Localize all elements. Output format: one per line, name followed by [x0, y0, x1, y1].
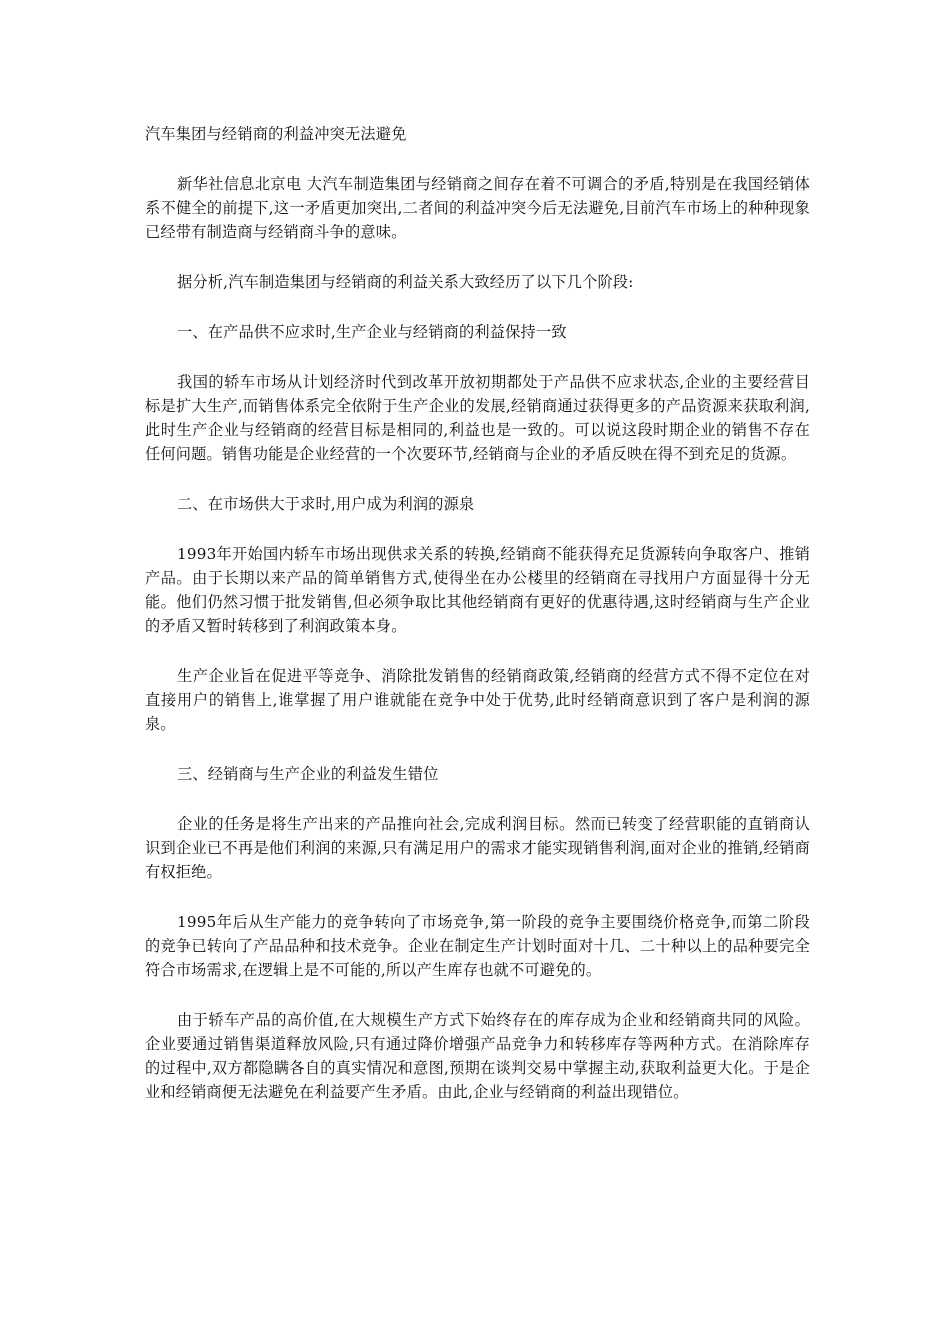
paragraph-intro: 新华社信息北京电 大汽车制造集团与经销商之间存在着不可调合的矛盾,特别是在我国经销体系不健全的前提下,这一矛盾更加突出,二者间的利益冲突今后无法避免,目前汽车市场上的种种现象已经带有制造商与经销商斗争的意味。 [145, 175, 810, 241]
paragraph-section-3c: 由于轿车产品的高价值,在大规模生产方式下始终存在的库存成为企业和经销商共同的风险。企业要通过销售渠道释放风险,只有通过降价增强产品竞争力和转移库存等两种方式。在消除库存的过程中,双方都隐瞒各自的真实情况和意图,预期在谈判交易中掌握主动,获取利益更大化。于是企业和经销商便无法避免在利益要产生矛盾。由此,企业与经销商的利益出现错位。 [145, 1011, 810, 1101]
paragraph-section-3b: 1995年后从生产能力的竞争转向了市场竞争,第一阶段的竞争主要围绕价格竞争,而第二阶段的竞争已转向了产品品种和技术竞争。企业在制定生产计划时面对十几、二十种以上的品种要完全符合市场需求,在逻辑上是不可能的,所以产生库存也就不可避免的。 [145, 913, 810, 979]
document-body [145, 122, 810, 1130]
paragraph-section-2a: 1993年开始国内轿车市场出现供求关系的转换,经销商不能获得充足货源转向争取客户、推销产品。由于长期以来产品的简单销售方式,使得坐在办公楼里的经销商在寻找用户方面显得十分无能。他们仍然习惯于批发销售,但必须争取比其他经销商有更好的优惠待遇,这时经销商与生产企业的矛盾又暂时转移到了利润政策本身。 [145, 545, 810, 635]
paragraph-section-1: 我国的轿车市场从计划经济时代到改革开放初期都处于产品供不应求状态,企业的主要经营目标是扩大生产,而销售体系完全依附于生产企业的发展,经销商通过获得更多的产品资源来获取利润,此时生产企业与经销商的经营目标是相同的,利益也是一致的。可以说这段时期企业的销售不存在任何问题。销售功能是企业经营的一个次要环节,经销商与企业的矛盾反映在得不到充足的货源。 [145, 373, 810, 463]
paragraph-section-3a: 企业的任务是将生产出来的产品推向社会,完成利润目标。然而已转变了经营职能的直销商认识到企业已不再是他们利润的来源,只有满足用户的需求才能实现销售利润,面对企业的推销,经销商有权拒绝。 [145, 815, 810, 881]
paragraph-section-2b: 生产企业旨在促进平等竞争、消除批发销售的经销商政策,经销商的经营方式不得不定位在对直接用户的销售上,谁掌握了用户谁就能在竞争中处于优势,此时经销商意识到了客户是利润的源泉。 [145, 667, 810, 733]
section-heading-1: 一、在产品供不应求时,生产企业与经销商的利益保持一致 [177, 323, 567, 341]
paragraph-analysis-lead: 据分析,汽车制造集团与经销商的利益关系大致经历了以下几个阶段: [177, 273, 634, 291]
section-heading-3: 三、经销商与生产企业的利益发生错位 [177, 765, 439, 783]
document-title: 汽车集团与经销商的利益冲突无法避免 [145, 125, 407, 143]
section-heading-2: 二、在市场供大于求时,用户成为利润的源泉 [177, 495, 475, 513]
